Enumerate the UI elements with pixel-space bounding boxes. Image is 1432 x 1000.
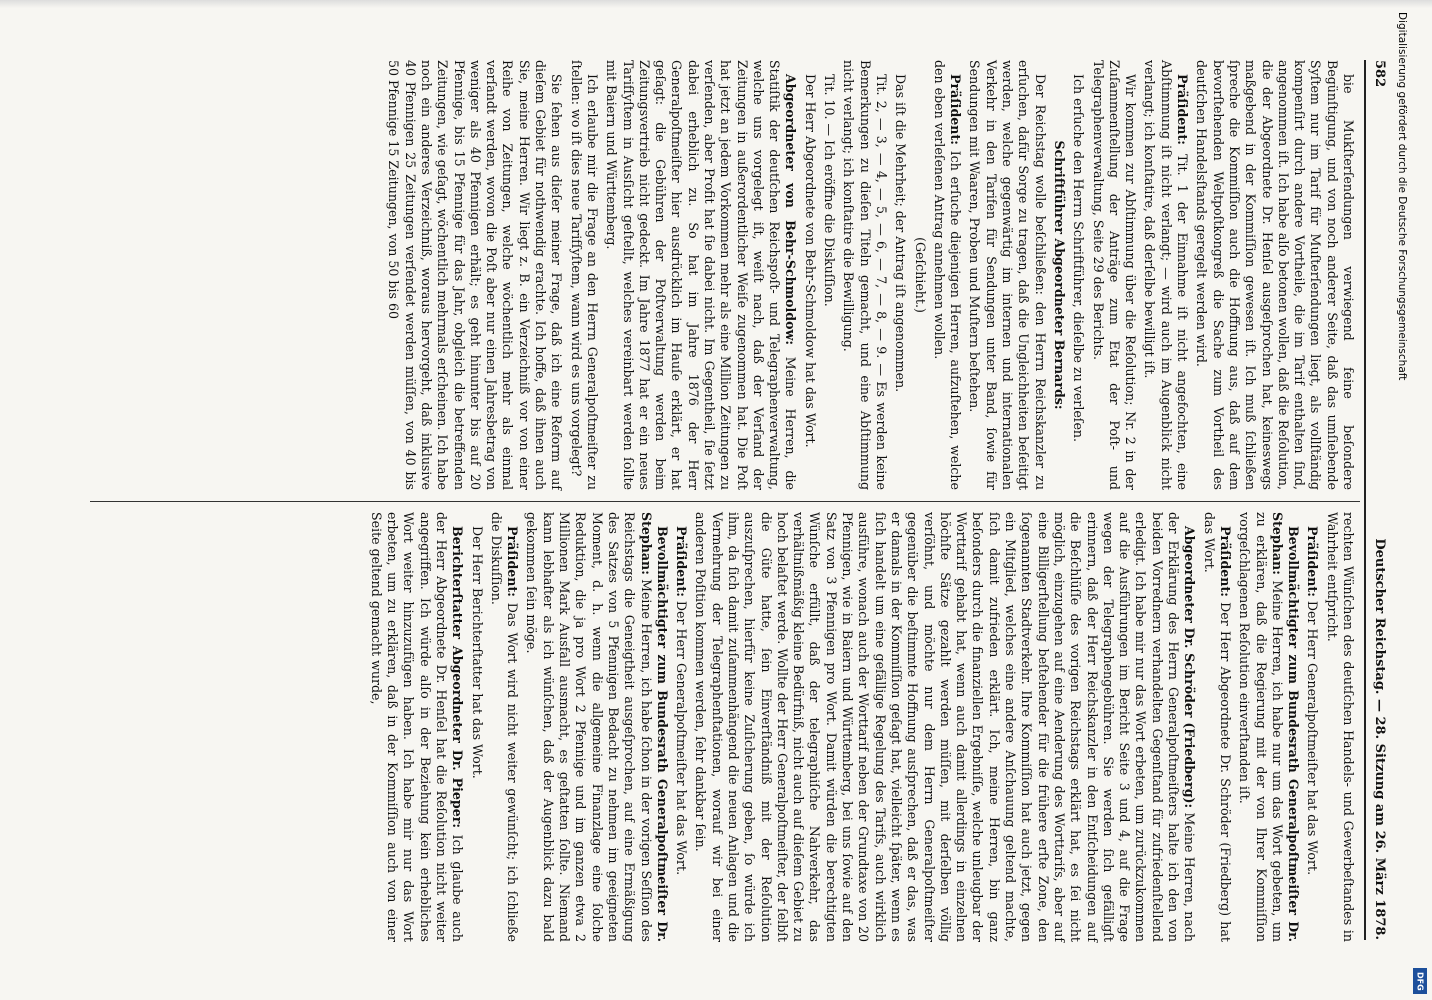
speaker-label: Präſident: <box>505 526 521 597</box>
paragraph-text: Das Wort wird nicht weiter gewünſcht; ich ſchließe die Diskuſſion. <box>488 512 521 942</box>
paragraph-text: Ich erlaube mir die Frage an den Herrn Generalpoſtmeiſter zu ſtellen: wo iſt dies neue Tarifſyſtem, wann wird es uns vorgelegt? <box>568 60 600 490</box>
speaker-label: Bevollmächtigter zum Bundesrath Generalpoſtmeiſter Dr. Stephan: <box>1269 512 1302 942</box>
speaker-label: Abgeordneter von Behr-Schmoldow: <box>783 74 799 345</box>
paragraph-text: Der Herr Berichterſtatter hat das Wort. <box>469 526 485 779</box>
paragraph <box>966 60 1047 490</box>
speaker-label: Präſident: <box>674 526 690 597</box>
column-divider <box>90 501 1360 502</box>
paragraph-text: Der Herr Abgeordnete von Behr-Schmoldow hat das Wort. <box>802 74 818 448</box>
paragraph <box>1141 60 1190 490</box>
running-title: Deutscher Reichstag. — 28. Sitzung am 26. März 1878. <box>1372 538 1388 940</box>
paragraph <box>1236 512 1301 942</box>
paragraph-text: Der Reichstag wolle beſchließen: den Herrn Reichskanzler zu erſuchen, dafür Sorge zu tragen, daß die Ungleichheiten beſeitigt werden, welche gegenwärtig im internen und internationalen Verkehr in den Tarifen für Sendungen unter Band, ſowie für Sendungen mit Waaren, Proben und Muſtern beſtehen. <box>967 60 1048 490</box>
paragraph-text: Der Herr Abgeordnete Dr. Schröder (Friedberg) hat das Wort. <box>1201 512 1233 942</box>
rotated-document-page <box>80 60 1390 940</box>
paragraph-text: Das iſt die Mehrheit; der Antrag iſt angenommen. <box>893 74 909 393</box>
paragraph <box>567 60 600 490</box>
paragraph <box>821 60 837 490</box>
paragraph <box>603 60 799 490</box>
paragraph <box>385 60 564 490</box>
paragraph-text: Meine Herren, die Statiſtik der deutſchen Reichspoſt- und Telegraphenverwaltung, welche uns vorgelegt iſt, weiſt nach, daß der Verſand der Zeitungen in außerordentlicher Weiſe zugenommen hat. Die Poſt hat jetzt an jedem Vorkommen mehr als eine Million Zeitungen zu verſenden, aber Profit hat ſie dabei nicht. Im Gegentheil, ſie ſetzt dabei erheblich zu. So hat im Jahre 1876 der Herr Generalpoſtmeiſter hier ausdrücklich im Hauſe erklärt, er hat geſagt: die Gebühren der Poſtverwaltung werden beim Zeitungsvertrieb nicht gedeckt. Im Jahre 1877 hat er ein neues Tarifſyſtem in Ausſicht geſtellt, welches vereinbart werden ſollte mit Baiern und Württemberg. <box>604 60 799 490</box>
speaker-label: Abgeordneter Dr. Schröder (Friedberg): <box>1182 526 1198 809</box>
paragraph-text: Ich erſuche den Herrn Schriftführer, dieſelbe zu verleſen. <box>1071 74 1087 443</box>
credit-text: Digitalisierung gefördert durch die Deutsche Forschungsgemeinschaft <box>1396 12 1408 381</box>
paragraph-text: Meine Herren, ich habe nur um das Wort gebeten, um zu erklären, daß die Regierung mit der von Ihrer Kommiſſion vorgeſchlagenen Reſolution einverſtanden iſt. <box>1237 512 1285 942</box>
paragraph <box>1304 512 1320 942</box>
speaker-label: Bevollmächtigter zum Bundesrath Generalpoſtmeiſter Dr. Stephan: <box>638 512 670 942</box>
dfg-logo <box>1413 968 1427 994</box>
header-rule <box>1364 60 1366 940</box>
digitization-credit <box>1394 12 1410 980</box>
paragraph-text: bie Mukſterſendungen verwiegend feine beſondere Begünſtigung, und von noch anderer Seite, daß das umſiebende Syſtem nur im Tarif für Muſterſendungen liegt, als vollſtändig kompenſirt durch andere Vortheile, die im Tarif enthalten ſind, angenommen iſt. Ich habe alſo betonen wollen, daß die Reſolution, die der Abgeordnete Dr. Henſel ausgeſprochen hat, keineswegs maßgebend in der Kommiſſion gewesen iſt. Ich muß ſchließen ſpreche die Kommiſſion auch die Hoffnung aus, daß auf dem bevorſtehenden Weltpoſtkongreß die Sache zum Vortheil des deutſchen Handelsſtands geregelt werden wird. <box>1194 60 1356 490</box>
paragraph <box>692 512 1197 942</box>
page-header <box>1368 60 1390 940</box>
paragraph-text: Der Herr Generalpoſtmeiſter hat das Wort. <box>674 596 690 876</box>
speaker-label: Schriftführer Abgeordneter Bernards: <box>1051 140 1067 410</box>
paragraph-text: Ich erſuche diejenigen Herren, aufzuſtehen, welche den eben verleſenen Antrag annehmen wollen. <box>931 60 964 490</box>
paragraph-text: Tit. 2, — 3, — 4, — 5, — 6, — 7, — 8, — 9. — Es werden keine Bemerkungen zu dieſen Titeln gemacht, und eine Abſtimmung nicht verlangt; ich konſtatire die Bewilligung. <box>841 60 889 490</box>
paragraph <box>488 512 521 942</box>
right-column <box>364 512 1356 942</box>
paragraph <box>1323 512 1356 942</box>
paragraph <box>1200 512 1233 942</box>
paragraph-text: Meine Herren, nach der Erklärung des Herrn Generalpoſtmeiſters halte ich den von beiden Vorrednern verhandelten Gegenſtand für zufriedenſtellend erledigt. Ich habe mir nur das Wort erbeten, um zurückzukommen auf die Ausführungen im Bericht Seite 3 und 4, auf die Frage wegen der Telegraphengebühren. Sie werden ſich gefälligſt erinnern, daß der Herr Reichskanzler in den Entſcheidungen auf die Beſchlüſſe des vorigen Reichstags erklärt hat, es ſei nicht möglich, einzugehen auf eine Aenderung des Worttarifs, aber auf eine Billigerſtellung beſtehender für die frühere erſte Zone, den ſogenannten Stadtverkehr. Ihre Kommiſſion hat auch jetzt, gegen ein Mitglied, welches eine andere Anſchauung geltend machte, ſich damit zufrieden erklärt. Ich, meine Herren, bin ganz beſonders durch die finanziellen Ergebniſſe, welche unleugbar der Worttarif gehabt hat, wenn auch damit allerdings in einzelnen höchſte Sätze gezahlt werden müſſen, mit derſelben völlig verſöhnt, und möchte nur dem Herrn Generalpoſtmeiſter gegenüber die beſtimmte Hoffnung ausſprechen, daß er das, was er damals in der Kommiſſion geſagt hat, vielleicht ſpäter, wenn es ſich handelt um eine gefällige Regelung des Tarifs, auch wirklich ausführe, wonach auch der Worttarif neben der Grundtaxe von 20 Pfennigen, wie in Baiern und Württemberg, bei uns ſowie auf den Satz von 3 Pfennigen pro Wort. Damit würden die berechtigten Wünſche erfüllt, daß der telegraphiſche Nahverkehr, das verhältnißmäßig kleine Bedürfniß, nicht auch auf dieſem Gebiet zu hoch belaſtet werde. Wollte der Herr Generalpoſtmeiſter, der ſelbſt die Güte hatte, ſein Einverſtändniß mit der Reſolution auszuſprechen, hierfür keine Zuſicherung geben, ſo würde ich ihm, da ſich damit zuſammenhängend die neuen Anlagen und die Vermehrung der Telegraphenſtationen, worauf wir bei einer anderen Poſition kommen werden, ſehr dankbar ſein. <box>693 512 1198 942</box>
paragraph <box>840 60 889 490</box>
paragraph <box>1070 60 1086 490</box>
paragraph <box>1051 60 1067 490</box>
speaker-label: Präſident: <box>1217 526 1233 597</box>
paragraph-text: Wir kommen zur Abſtimmung über die Reſolution; Nr. 2 in der Zuſammenſtellung der Anträge zum Etat der Poſt- und Telegraphenverwaltung, Seite 29 des Berichts. <box>1090 60 1139 490</box>
paragraph <box>892 60 908 490</box>
dfg-logo-text: DFG <box>1415 971 1425 991</box>
paragraph-text: rechten Wünſchen des deutſchen Handels- und Gewerbeſtandes in Wahrheit entſpricht. <box>1324 512 1356 942</box>
left-column <box>382 60 1356 490</box>
paragraph <box>367 512 465 942</box>
speaker-label: Berichterſtatter Abgeordneter Dr. Pieper: <box>450 526 466 829</box>
page-number: 582 <box>1372 60 1388 88</box>
paragraph-text: Sie ſehen aus dieſer meiner Frage, daß ich eine Reform auf dieſem Gebiet für nothwendig erachte. Ich hoffe, daß ihnen auch Sie, meine Herren. Wir liegt z. B. ein Verzeichniß vor von einer Reihe von Zeitungen, welche wöchentlich mehr als einmal verſandt werden, wovon die Poſt aber nur einen Jahresbetrag von weniger als 40 Pfennigen erhält; es geht hinunter bis auf 20 Pfennige, bis 15 Pfennige für das Jahr, obgleich die betreffenden Zeitungen, wie geſagt, wöchentlich mehrmals erſcheinen. Ich habe noch ein anderes Verzeichniß, woraus hervorgeht, daß inklusive 40 Pfennigen 25 Zeitungen verſendet werden müſſen, von 40 bis 50 Pfennige 15 Zeitungen, von 50 bis 60 <box>386 60 565 490</box>
paragraph-text: (Geſchieht.) <box>912 237 928 313</box>
paragraph-text: Tit. 10. — Ich eröffne die Diskuſſion. <box>822 74 838 307</box>
paragraph <box>523 512 670 942</box>
speaker-label: Präſident: <box>1175 74 1191 145</box>
speaker-label: Präſident: <box>1305 526 1321 597</box>
paragraph <box>802 60 818 490</box>
paragraph <box>1193 60 1356 490</box>
paragraph-text: Ich glaube auch der Herr Abgeordnete Dr. Henſel hat die Reſolution nicht weiter angegriffen. Ich würde alſo in der Beziehung kein erhebliches Wort weiter hinzuzufügen haben. Ich habe mir nur das Wort erbeten, um zu erklären, daß in der Kommiſſion auch von einer Seite geltend gemacht wurde, <box>368 512 466 942</box>
paragraph <box>911 60 927 490</box>
paragraph-text: Meine Herren, ich habe ſchon in der vorigen Seſſion des Reichstags die Geneigtheit ausgeſprochen, auf eine Ermäßigung des Satzes von 5 Pfennigen Bedacht zu nehmen im geeigneten Moment, d. h. wenn die allgemeine Finanzlage eine ſolche Reduktion, die ja pro Wort 2 Pfennige und im ganzen etwa 2 Millionen Mark Ausfall ausmacht, es geſtatten ſollte. Niemand kann lebhafter als ich wünſchen, daß der Augenblick dazu bald gekommen ſein möge. <box>524 512 654 942</box>
paragraph-text: Der Herr Generalpoſtmeiſter hat das Wort. <box>1305 596 1321 876</box>
paragraph <box>468 512 484 942</box>
scan-edge-shadow <box>0 0 1432 8</box>
paragraph <box>1089 60 1138 490</box>
paragraph <box>931 60 964 490</box>
paragraph-text: Tit. 1 der Einnahme iſt nicht angefochten, eine Abſtimmung iſt nicht verlangt; — wird auch im Augenblick nicht verlangt; ich konſtatire, daß derſelbe bewilligt iſt. <box>1142 60 1191 490</box>
speaker-label: Präſident: <box>948 74 964 145</box>
paragraph <box>673 512 689 942</box>
